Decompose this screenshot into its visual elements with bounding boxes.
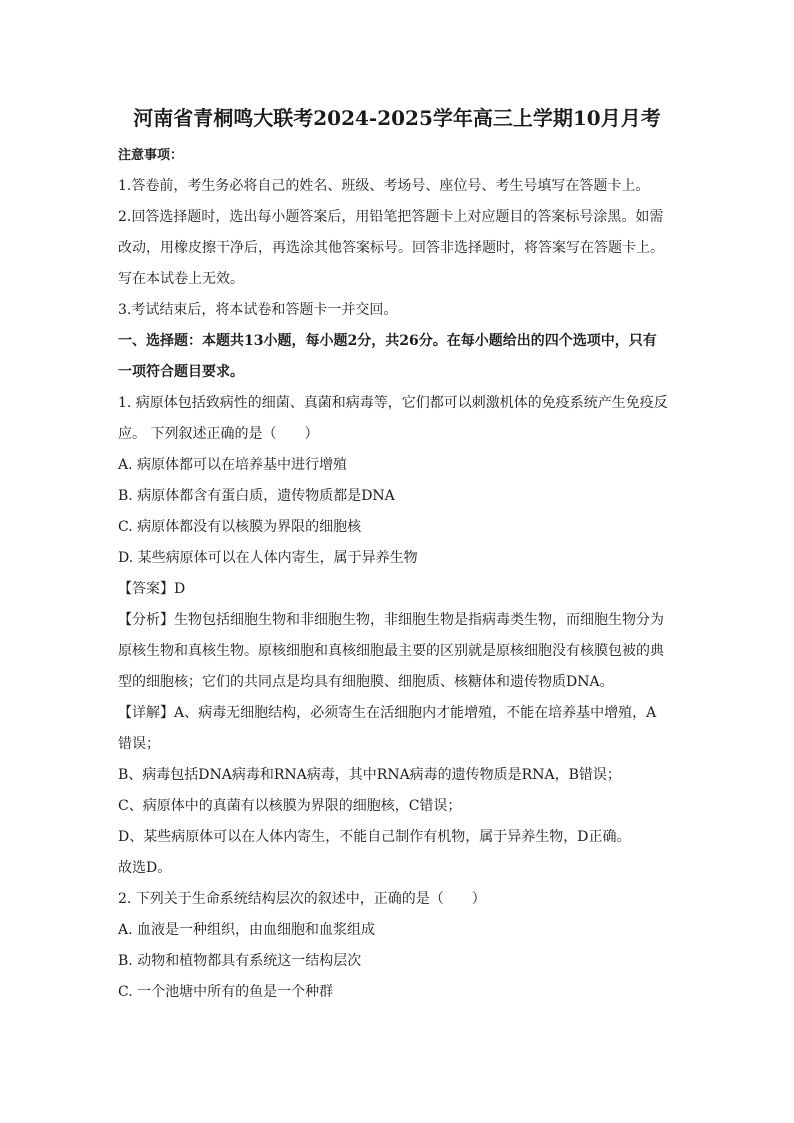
q1-detail: 错误； bbox=[118, 736, 160, 752]
q1-detail: 【详解】A、病毒无细胞结构，必须寄生在活细胞内才能增殖，不能在培养基中增殖，A bbox=[118, 705, 657, 721]
q1-stem: 1. 病原体包括致病性的细菌、真菌和病毒等，它们都可以刺激机体的免疫系统产生免疫反 bbox=[118, 395, 668, 411]
q1-detail: B、病毒包括DNA病毒和RNA病毒，其中RNA病毒的遗传物质是RNA，B错误； bbox=[118, 767, 621, 783]
notice-heading: 注意事项： bbox=[118, 148, 184, 163]
notice-line: 改动，用橡皮擦干净后，再选涂其他答案标号。回答非选择题时，将答案写在答题卡上。 bbox=[118, 240, 664, 256]
q2-option-a: A. 血液是一种组织，由血细胞和血浆组成 bbox=[118, 922, 376, 938]
q1-stem: 应。 下列叙述正确的是（ ） bbox=[118, 426, 319, 442]
page-title: 河南省青桐鸣大联考2024-2025学年高三上学期10月月考 bbox=[133, 106, 661, 130]
section-heading: 一、选择题：本题共13小题，每小题2分，共26分。在每小题给出的四个选项中，只有 bbox=[118, 333, 657, 349]
q1-detail: 故选D。 bbox=[118, 860, 172, 876]
q2-option-c: C. 一个池塘中所有的鱼是一个种群 bbox=[118, 984, 334, 1000]
q1-analysis: 原核生物和真核生物。原核细胞和真核细胞最主要的区别就是原核细胞没有核膜包被的典 bbox=[118, 643, 664, 659]
q1-option-a: A. 病原体都可以在培养基中进行增殖 bbox=[118, 457, 348, 473]
q2-stem: 2. 下列关于生命系统结构层次的叙述中，正确的是（ ） bbox=[118, 891, 486, 907]
notice-line: 写在本试卷上无效。 bbox=[118, 271, 244, 287]
notice-line: 1.答卷前，考生务必将自己的姓名、班级、考场号、座位号、考生号填写在答题卡上。 bbox=[118, 178, 650, 194]
q1-analysis: 型的细胞核；它们的共同点是均具有细胞膜、细胞质、核糖体和遗传物质DNA。 bbox=[118, 674, 614, 690]
section-heading: 一项符合题目要求。 bbox=[118, 364, 244, 380]
document-body bbox=[118, 100, 678, 1008]
q1-detail: D、某些病原体可以在人体内寄生，不能自己制作有机物，属于异养生物，D正确。 bbox=[118, 829, 631, 845]
q1-option-d: D. 某些病原体可以在人体内寄生，属于异养生物 bbox=[118, 550, 418, 566]
q2-option-b: B. 动物和植物都具有系统这一结构层次 bbox=[118, 953, 362, 969]
q1-option-c: C. 病原体都没有以核膜为界限的细胞核 bbox=[118, 519, 362, 535]
q1-analysis: 【分析】生物包括细胞生物和非细胞生物，非细胞生物是指病毒类生物，而细胞生物分为 bbox=[118, 612, 664, 628]
notice-line: 2.回答选择题时，选出每小题答案后，用铅笔把答题卡上对应题目的答案标号涂黑。如需 bbox=[118, 209, 664, 225]
q1-answer: 【答案】D bbox=[118, 581, 186, 597]
q1-option-b: B. 病原体都含有蛋白质，遗传物质都是DNA bbox=[118, 488, 395, 504]
notice-line: 3.考试结束后，将本试卷和答题卡一并交回。 bbox=[118, 302, 398, 318]
q1-detail: C、病原体中的真菌有以核膜为界限的细胞核，C错误； bbox=[118, 798, 462, 814]
